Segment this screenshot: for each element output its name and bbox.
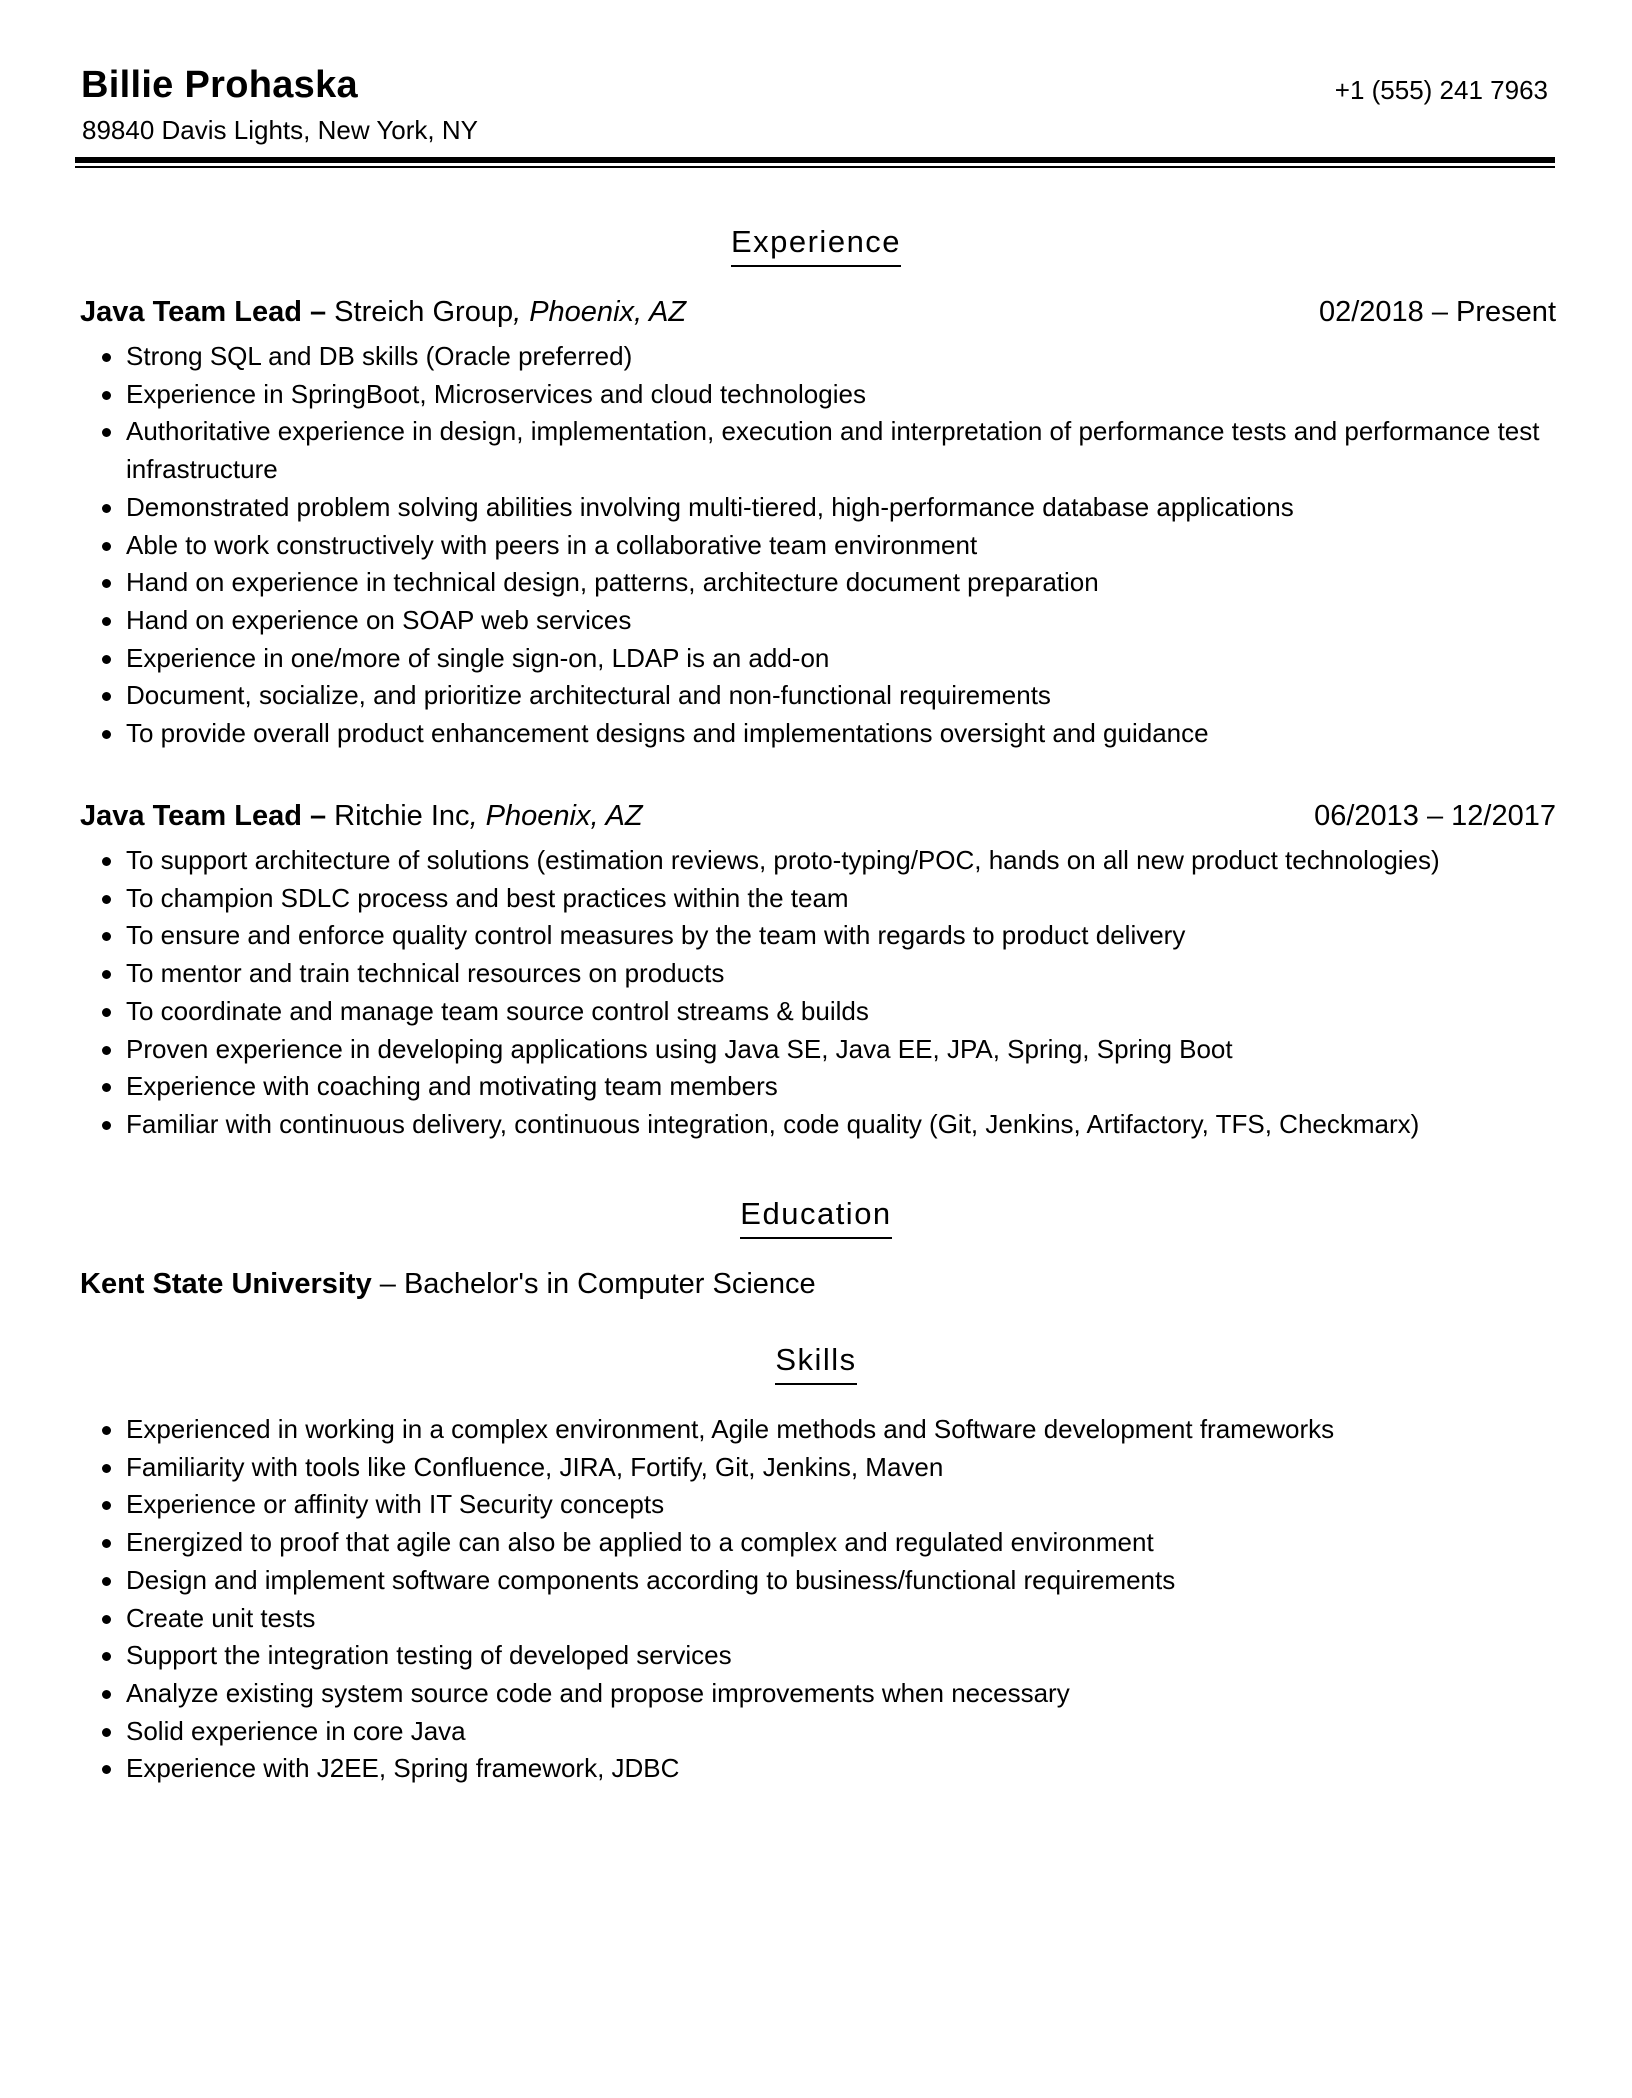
skills-heading: [0, 1340, 1632, 1385]
list-item: Design and implement software components according to business/functional requirements: [126, 1562, 1546, 1600]
list-item: Proven experience in developing applications using Java SE, Java EE, JPA, Spring, Spring Boot: [126, 1031, 1546, 1069]
list-item: To support architecture of solutions (estimation reviews, proto-typing/POC, hands on all new product technologies): [126, 842, 1546, 880]
job-location: , Phoenix, AZ: [513, 296, 687, 328]
job-title: Java Team Lead –: [80, 296, 327, 328]
experience-heading-text: Experience: [731, 222, 901, 267]
education-heading: [0, 1194, 1632, 1239]
job-header: [80, 292, 1556, 332]
education-entry: [80, 1264, 816, 1304]
job-title: Java Team Lead –: [80, 800, 327, 832]
job-location: , Phoenix, AZ: [469, 800, 643, 832]
list-item: Strong SQL and DB skills (Oracle preferred): [126, 338, 1546, 376]
candidate-address: 89840 Davis Lights, New York, NY: [82, 115, 478, 145]
education-degree: – Bachelor's in Computer Science: [371, 1268, 816, 1300]
list-item: Energized to proof that agile can also be applied to a complex and regulated environment: [126, 1524, 1546, 1562]
list-item: To ensure and enforce quality control measures by the team with regards to product delivery: [126, 917, 1546, 955]
list-item: Experience in one/more of single sign-on, LDAP is an add-on: [126, 640, 1546, 678]
skills-bullets: [126, 1411, 1546, 1788]
list-item: Able to work constructively with peers in a collaborative team environment: [126, 527, 1546, 565]
list-item: Hand on experience on SOAP web services: [126, 602, 1546, 640]
list-item: Support the integration testing of developed services: [126, 1637, 1546, 1675]
list-item: Familiarity with tools like Confluence, JIRA, Fortify, Git, Jenkins, Maven: [126, 1449, 1546, 1487]
job-bullets: [126, 338, 1546, 753]
job-company: Streich Group: [326, 296, 514, 328]
list-item: To coordinate and manage team source control streams & builds: [126, 993, 1546, 1031]
header-divider-thick: [75, 157, 1555, 163]
list-item: Experience with J2EE, Spring framework, JDBC: [126, 1750, 1546, 1788]
candidate-phone: +1 (555) 241 7963: [1334, 75, 1548, 105]
job-bullets: [126, 842, 1546, 1144]
list-item: Experience or affinity with IT Security concepts: [126, 1486, 1546, 1524]
list-item: Experience with coaching and motivating team members: [126, 1068, 1546, 1106]
list-item: Analyze existing system source code and propose improvements when necessary: [126, 1675, 1546, 1713]
job-dates: 02/2018 – Present: [1318, 296, 1556, 328]
list-item: Create unit tests: [126, 1600, 1546, 1638]
job-company: Ritchie Inc: [326, 800, 470, 832]
list-item: Document, socialize, and prioritize architectural and non-functional requirements: [126, 677, 1546, 715]
list-item: Familiar with continuous delivery, continuous integration, code quality (Git, Jenkins, Artifactory, TFS, Checkmarx): [126, 1106, 1546, 1144]
candidate-name: Billie Prohaska: [81, 64, 358, 106]
list-item: To mentor and train technical resources on products: [126, 955, 1546, 993]
education-heading-text: Education: [740, 1194, 891, 1239]
job-header: [80, 796, 1556, 836]
list-item: To champion SDLC process and best practices within the team: [126, 880, 1546, 918]
list-item: Experienced in working in a complex environment, Agile methods and Software development frameworks: [126, 1411, 1546, 1449]
experience-heading: [0, 222, 1632, 267]
list-item: Authoritative experience in design, implementation, execution and interpretation of performance tests and performance test infrastructure: [126, 413, 1546, 488]
header-divider-thin: [75, 166, 1555, 168]
list-item: Experience in SpringBoot, Microservices and cloud technologies: [126, 376, 1546, 414]
list-item: To provide overall product enhancement designs and implementations oversight and guidance: [126, 715, 1546, 753]
education-school: Kent State University: [80, 1268, 372, 1300]
list-item: Demonstrated problem solving abilities involving multi-tiered, high-performance database applications: [126, 489, 1546, 527]
job-dates: 06/2013 – 12/2017: [1314, 800, 1556, 832]
list-item: Solid experience in core Java: [126, 1713, 1546, 1751]
list-item: Hand on experience in technical design, patterns, architecture document preparation: [126, 564, 1546, 602]
skills-heading-text: Skills: [775, 1340, 856, 1385]
